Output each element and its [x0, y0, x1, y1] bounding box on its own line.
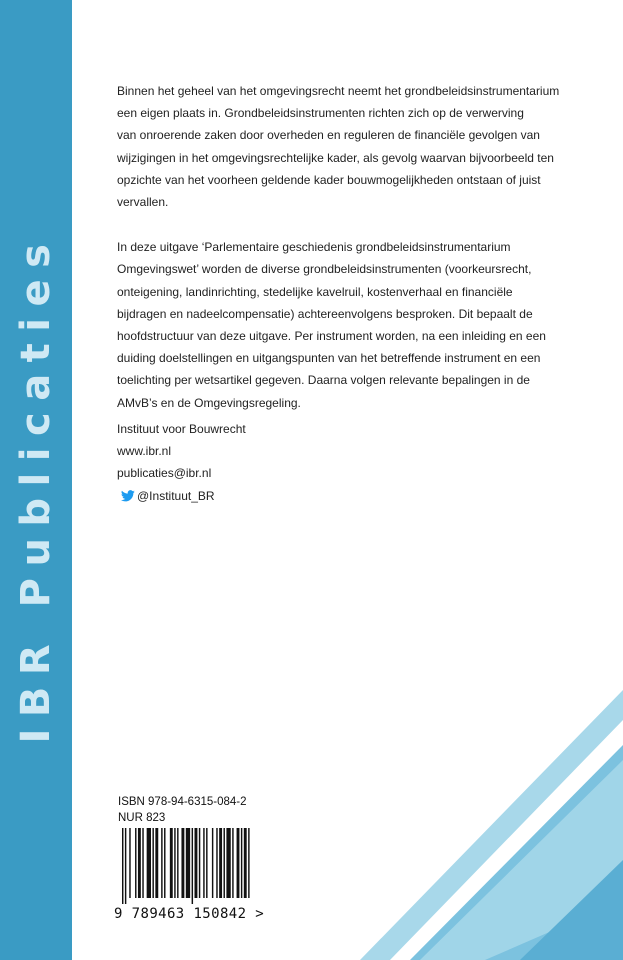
barcode-bar — [195, 828, 198, 898]
barcode-bar — [181, 828, 184, 898]
barcode-bar — [161, 828, 162, 898]
barcode-bar — [125, 828, 126, 904]
isbn-block — [118, 794, 247, 826]
barcode-bar — [164, 828, 165, 898]
text-line: duiding doelstellingen en uitgangspunten van het betreffende instrument en een — [117, 351, 541, 366]
text-line: een eigen plaats in. Grondbeleidsinstrumenten richten zich op de verwerving — [117, 106, 524, 121]
barcode-bar — [155, 828, 158, 898]
text-line: bijdragen en nadeelcompensatie) achtereenvolgens besproken. Dit bepaalt de — [117, 306, 533, 321]
barcode-bar — [147, 828, 151, 898]
text-line: Omgevingswet’ worden de diverse grondbeleidsinstrumenten (voorkeursrecht, — [117, 262, 532, 277]
twitter-handle: @Instituut_BR — [137, 488, 215, 503]
text-line: vervallen. — [117, 195, 169, 210]
email-link[interactable]: publicaties@ibr.nl — [117, 466, 212, 481]
text-line: opzichte van het voorheen geldende kader bouwmogelijkheden ontstaan of juist — [117, 172, 541, 187]
text-line: AMvB’s en de Omgevingsregeling. — [117, 395, 301, 410]
twitter-bird-icon — [121, 490, 135, 502]
text-line: Binnen het geheel van het omgevingsrecht neemt het grondbeleidsinstrumentarium — [117, 84, 560, 98]
text-line: In deze uitgave ‘Parlementaire geschiedenis grondbeleidsinstrumentarium — [117, 240, 511, 255]
barcode-digits: 9 789463 150842 > — [114, 906, 265, 922]
isbn-number: ISBN 978-94-6315-084-2 — [118, 796, 247, 808]
website-link[interactable]: www.ibr.nl — [117, 444, 172, 459]
barcode-bar — [174, 828, 175, 898]
text-line: onteigening, landinrichting, stedelijke kavelruil, kostenverhaal en financiële — [117, 284, 513, 299]
nur-code: NUR 823 — [118, 812, 166, 824]
text-line: wijzigingen in het omgevingsrechtelijke kader, als gevolg waarvan bijvoorbeeld ten — [117, 150, 554, 165]
barcode-bar — [186, 828, 190, 898]
description-paragraph — [117, 236, 547, 414]
barcode-bar — [241, 828, 242, 898]
back-cover-text — [117, 80, 560, 437]
publisher-name: Instituut voor Bouwrecht — [117, 422, 246, 436]
barcode-bar — [129, 828, 130, 898]
barcode-bar — [203, 828, 204, 898]
barcode-bar — [199, 828, 200, 898]
series-title: IBR Publicaties — [13, 232, 59, 744]
barcode-bar — [170, 828, 173, 898]
barcode-bar — [237, 828, 240, 898]
contact-block — [117, 418, 246, 507]
barcode — [114, 828, 254, 906]
barcode-bar — [248, 828, 249, 898]
barcode-bar — [135, 828, 136, 898]
barcode-bar — [216, 828, 217, 898]
twitter-handle-row[interactable] — [117, 485, 246, 507]
barcode-bar — [224, 828, 225, 898]
barcode-bar — [226, 828, 230, 898]
text-line: van onroerende zaken door overheden en reguleren de financiële gevolgen van — [117, 128, 540, 143]
text-line: hoofdstructuur van deze uitgave. Per instrument worden, na een inleiding en een — [117, 329, 546, 344]
barcode-bar — [177, 828, 178, 898]
barcode-bar — [232, 828, 233, 898]
intro-paragraph — [117, 80, 560, 213]
barcode-bar — [138, 828, 141, 898]
barcode-bar — [244, 828, 247, 898]
barcode-bar — [219, 828, 222, 898]
barcode-bar — [142, 828, 143, 898]
barcode-bar — [152, 828, 153, 898]
text-line: toelichting per wetsartikel gegeven. Daarna volgen relevante bepalingen in de — [117, 373, 530, 388]
barcode-bar — [206, 828, 207, 898]
barcode-bar — [212, 828, 213, 898]
barcode-bar — [192, 828, 193, 904]
barcode-bar — [122, 828, 123, 904]
